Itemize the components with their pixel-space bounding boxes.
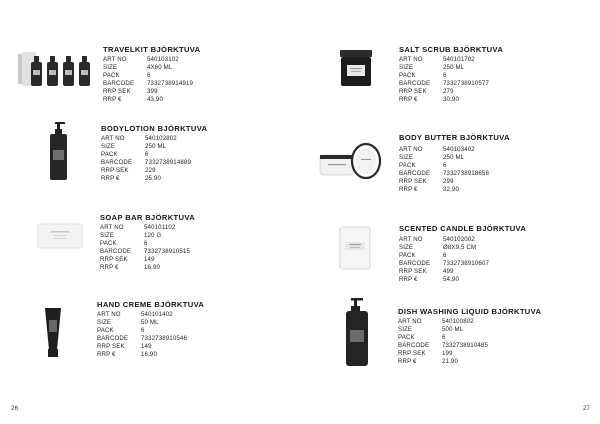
product-title: SOAP BAR BJÖRKTUVA bbox=[100, 213, 196, 222]
spec-row-pack: PACK 6 bbox=[398, 334, 446, 342]
spec-row-size: SIZE 250 ML bbox=[399, 154, 465, 162]
spec-row-rrp-sek: RRP SEK 229 bbox=[101, 167, 156, 175]
spec-row-art-no: ART NO 540103402 bbox=[399, 146, 475, 153]
spec-row-size: SIZE 50 ML bbox=[97, 319, 159, 327]
product-title: SALT SCRUB BJÖRKTUVA bbox=[399, 45, 504, 54]
spec-row-rrp-eur: RRP € 21,90 bbox=[398, 358, 458, 366]
spec-row-rrp-sek: RRP SEK 279 bbox=[399, 88, 454, 96]
spec-row-pack: PACK 6 bbox=[399, 252, 447, 260]
product-title: BODY BUTTER BJÖRKTUVA bbox=[399, 133, 510, 142]
spec-row-art-no: ART NO 540101702 bbox=[399, 56, 475, 63]
bodylotion-image bbox=[46, 120, 72, 182]
spec-row-rrp-sek: RRP SEK 149 bbox=[100, 256, 155, 264]
spec-row-pack: PACK 6 bbox=[100, 240, 148, 248]
product-specs bbox=[101, 135, 191, 184]
spec-row-size: SIZE 500 ML bbox=[398, 326, 464, 334]
page-number-left: 26 bbox=[11, 405, 19, 412]
spec-row-rrp-eur: RRP € 25,90 bbox=[101, 175, 161, 183]
product-title: DISH WASHING LIQUID BJÖRKTUVA bbox=[398, 307, 542, 316]
travelkit-image bbox=[18, 50, 92, 90]
spec-row-rrp-sek: RRP SEK 199 bbox=[398, 350, 453, 358]
spec-row-barcode: BARCODE 7332738910607 bbox=[399, 260, 490, 268]
spec-row-art-no: ART NO 540101102 bbox=[100, 224, 176, 231]
salt-scrub-image bbox=[338, 48, 374, 88]
spec-row-barcode: BARCODE 7332738910577 bbox=[399, 80, 490, 88]
spec-row-rrp-eur: RRP € 32,90 bbox=[399, 186, 459, 194]
product-specs bbox=[100, 224, 190, 273]
spec-row-rrp-eur: RRP € 16,90 bbox=[100, 264, 160, 272]
spec-row-barcode: BARCODE 7332738910485 bbox=[398, 342, 489, 350]
spec-row-rrp-sek: RRP SEK 299 bbox=[399, 178, 454, 186]
spec-row-pack: PACK 6 bbox=[399, 162, 447, 170]
spec-row-rrp-eur: RRP € 43,90 bbox=[103, 96, 163, 104]
spec-row-size: SIZE 250 ML bbox=[399, 64, 465, 72]
spec-row-rrp-eur: RRP € 30,90 bbox=[399, 96, 459, 104]
product-title: HAND CREME BJÖRKTUVA bbox=[97, 300, 205, 309]
spec-row-art-no: ART NO 540101402 bbox=[97, 311, 173, 318]
product-title: TRAVELKIT BJÖRKTUVA bbox=[103, 45, 201, 54]
spec-row-rrp-eur: RRP € 16,90 bbox=[97, 351, 157, 359]
product-specs bbox=[97, 311, 187, 360]
product-title: SCENTED CANDLE BJÖRKTUVA bbox=[399, 224, 527, 233]
page-number-right: 27 bbox=[583, 405, 591, 412]
product-specs bbox=[398, 318, 488, 367]
spec-row-barcode: BARCODE 7332738918658 bbox=[399, 170, 490, 178]
product-specs bbox=[399, 56, 489, 105]
scented-candle-image bbox=[337, 224, 373, 272]
product-title: BODYLOTION BJÖRKTUVA bbox=[101, 124, 208, 133]
soap-bar-image bbox=[37, 222, 83, 250]
spec-row-barcode: BARCODE 7332738910515 bbox=[100, 248, 191, 256]
spec-row-pack: PACK 6 bbox=[101, 151, 149, 159]
dish-washing-liquid-image bbox=[342, 296, 372, 368]
spec-row-art-no: ART NO 540102802 bbox=[101, 135, 177, 142]
spec-row-rrp-eur: RRP € 54,90 bbox=[399, 276, 459, 284]
hand-creme-image bbox=[43, 306, 63, 358]
spec-row-size: SIZE 4X60 ML bbox=[103, 64, 173, 72]
spec-row-rrp-sek: RRP SEK 149 bbox=[97, 343, 152, 351]
spec-row-art-no: ART NO 540102002 bbox=[399, 236, 475, 243]
body-butter-image bbox=[318, 141, 382, 181]
spec-row-pack: PACK 6 bbox=[97, 327, 145, 335]
product-specs bbox=[103, 56, 193, 105]
spec-row-size: SIZE 120 G bbox=[100, 232, 162, 240]
spec-row-rrp-sek: RRP SEK 499 bbox=[399, 268, 454, 276]
spec-row-size: SIZE Ø8X9,5 CM bbox=[399, 244, 477, 252]
spec-row-barcode: BARCODE 7332738914919 bbox=[103, 80, 194, 88]
spec-row-art-no: ART NO 540103102 bbox=[103, 56, 179, 63]
spec-row-barcode: BARCODE 7332738914889 bbox=[101, 159, 192, 167]
spec-row-rrp-sek: RRP SEK 399 bbox=[103, 88, 158, 96]
spec-row-size: SIZE 250 ML bbox=[101, 143, 167, 151]
product-specs bbox=[399, 236, 489, 285]
spec-row-pack: PACK 6 bbox=[103, 72, 151, 80]
spec-row-pack: PACK 6 bbox=[399, 72, 447, 80]
product-specs bbox=[399, 146, 489, 195]
spec-row-barcode: BARCODE 7332738910546 bbox=[97, 335, 188, 343]
spec-row-art-no: ART NO 540100802 bbox=[398, 318, 474, 325]
